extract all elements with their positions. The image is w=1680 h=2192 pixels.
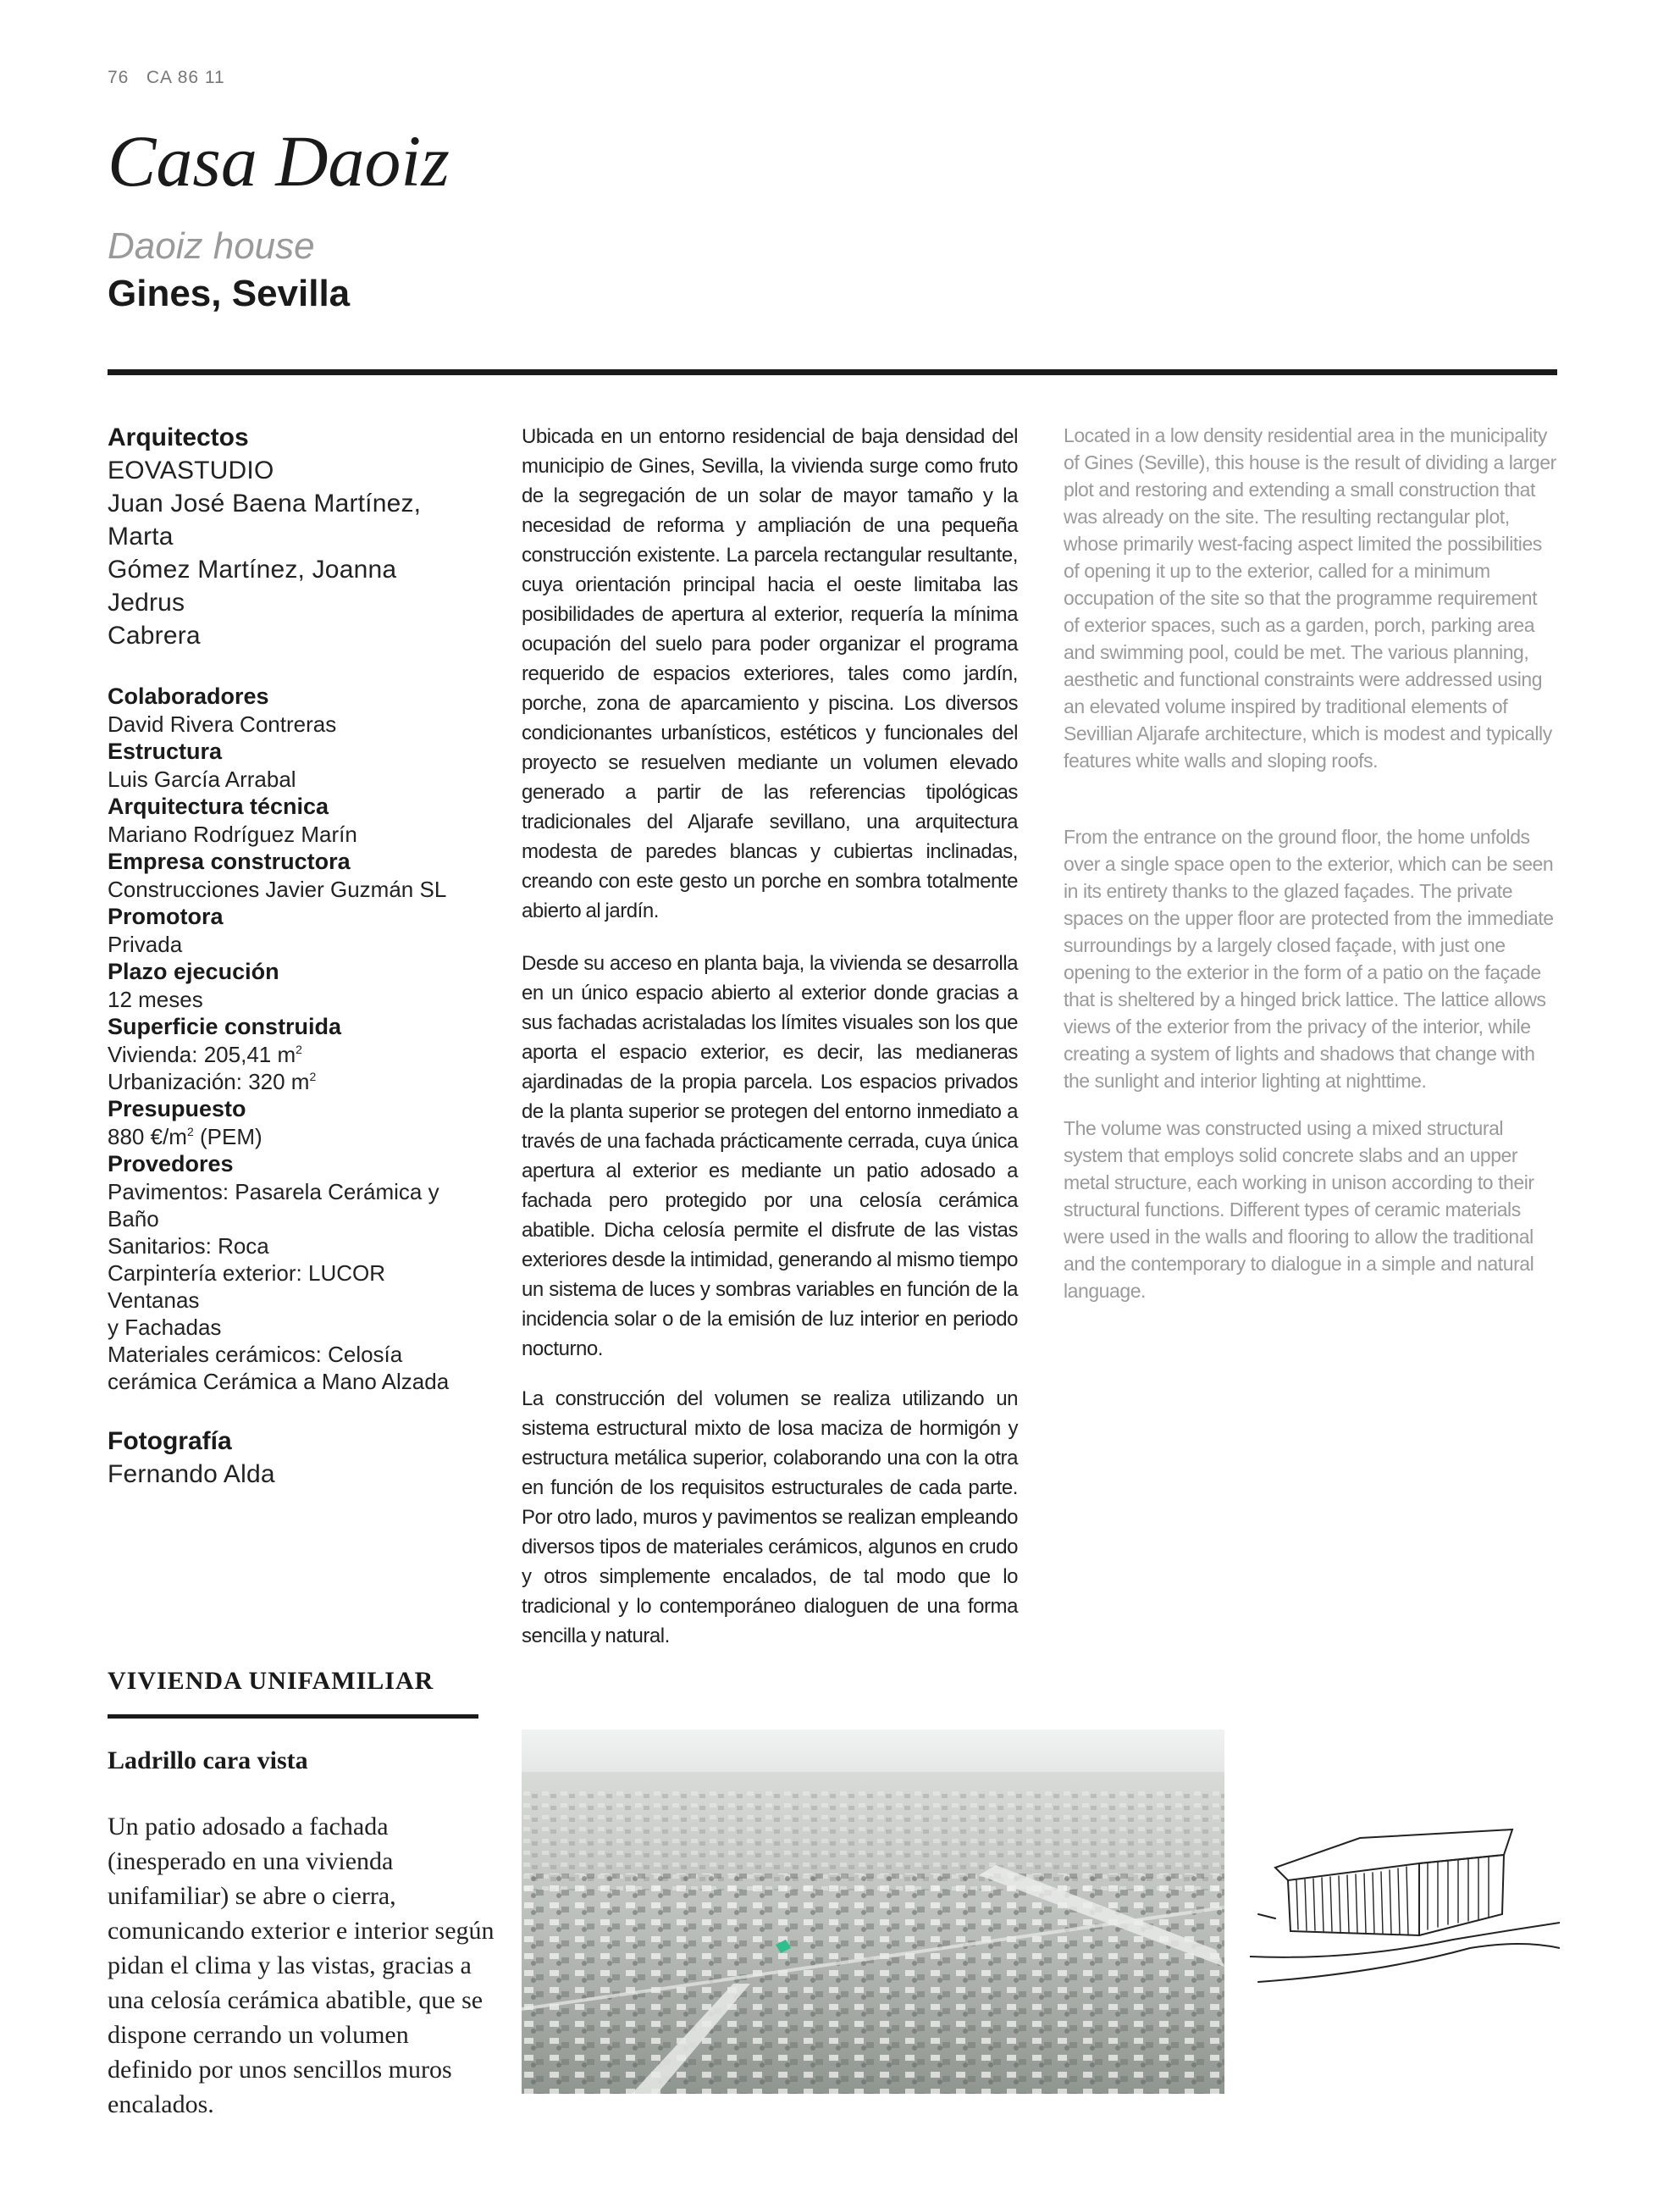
structure-value: Luis García Arrabal — [108, 767, 296, 792]
area-label: Superficie construida — [108, 1014, 342, 1039]
project-location: Gines, Sevilla — [108, 273, 351, 314]
aerial-near-blocks — [522, 1874, 1224, 2094]
issue-code: CA 86 11 — [146, 68, 225, 87]
structure-label: Estructura — [108, 739, 223, 764]
supplier-line: Sanitarios: Roca — [108, 1233, 269, 1259]
supplier-line: Materiales cerámicos: Celosía — [108, 1342, 403, 1367]
photo-value: Fernando Alda — [108, 1460, 275, 1488]
project-credits — [108, 422, 480, 1491]
sketch-ground — [1250, 1914, 1560, 1982]
page-subtitle: Daoiz house — [108, 225, 315, 267]
architects-label: Arquitectos — [108, 423, 249, 451]
photo-label: Fotografía — [108, 1427, 232, 1455]
technical-label: Arquitectura técnica — [108, 794, 329, 819]
builder-label: Empresa constructora — [108, 849, 351, 874]
budget-value: 880 $€/m^2$ (PEM) — [108, 1124, 262, 1149]
text-en-paragraph: From the entrance on the ground floor, the home unfolds over a single space open to the exterior, which can be seen in its entirety thanks to the glazed façades. The private spaces on the upper floor are protected from the immediate surroundings by a largely closed façade, with just one opening to the exterior in the form of a patio on the façade that is sheltered by a hinged brick lattice. The lattice allows views of the exterior from the privacy of the interior, while creating a system of lights and shadows that change with the sunlight and interior lighting at nighttime. — [1064, 826, 1554, 1092]
architects-studio: EOVASTUDIO — [108, 457, 274, 484]
sketch-roof — [1275, 1829, 1512, 1880]
house-sketch — [1250, 1821, 1560, 1990]
section-subheading: Ladrillo cara vista — [108, 1746, 308, 1774]
collaborators-label: Colaboradores — [108, 684, 269, 709]
collaborators-value: David Rivera Contreras — [108, 711, 337, 737]
page-title: Casa Daoiz — [108, 120, 450, 202]
architects-name-line: Gómez Martínez, Joanna Jedrus — [108, 556, 397, 617]
area-house: Vivienda: 205,41 $m^2$ — [108, 1042, 302, 1067]
text-es-paragraph: La construcción del volumen se realiza utilizando un sistema estructural mixto de losa maciza de hormigón y estructura metálica superior, colaborando una con la otra en función de los requisitos estructurales de cada parte. Por otro lado, muros y pavimentos se realizan empleando diversos tipos de materiales cerámicos, algunos en crudo y otros simplemente encalados, de tal modo que lo tradicional y lo contemporáneo dialoguen de una forma sencilla y natural. — [522, 1387, 1018, 1647]
text-en-paragraph: The volume was constructed using a mixed structural system that employs solid concrete slabs and an upper metal structure, each working in unison according to their structural functions. Different types of ceramic materials were used in the walls and flooring to allow the traditional and the contemporary to dialogue in a simple and natural language. — [1064, 1117, 1534, 1302]
text-es-paragraph: Ubicada en un entorno residencial de baja densidad del municipio de Gines, Sevilla, la vivienda surge como fruto de la segregación de un solar de mayor tamaño y la necesidad de reforma y ampliación de una pequeña construcción existente. La parcela rectangular resultante, cuya orientación principal hacia el oeste limitaba las posibilidades de apertura al exterior, requería la mínima ocupación del suelo para poder organizar el programa requerido de espacios exteriores, tales como jardín, porche, zona de aparcamiento y piscina. Los diversos condicionantes urbanísticos, estéticos y funcionales del proyecto se resuelven mediante un volumen elevado generado a partir de las referencias tipológicas tradicionales del Aljarafe sevillano, una arquitectura modesta de paredes blancas y cubiertas inclinadas, creando con este gesto un porche en sombra totalmente abierto al jardín. — [522, 425, 1018, 922]
duration-label: Plazo ejecución — [108, 959, 279, 984]
aerial-photo — [522, 1730, 1224, 2094]
supplier-line: Carpintería exterior: LUCOR Ventanas — [108, 1260, 385, 1313]
architects-name-line: Juan José Baena Martínez, Marta — [108, 490, 422, 551]
section-rule — [108, 1714, 478, 1719]
developer-label: Promotora — [108, 904, 224, 929]
developer-value: Privada — [108, 932, 183, 957]
supplier-line: y Fachadas — [108, 1315, 222, 1340]
text-en-paragraph: Located in a low density residential area in the municipality of Gines (Seville), this house is the result of dividing a larger plot and restoring and extending a small construction that was already on the site. The resulting rectangular plot, whose primarily west-facing aspect limited the possibilities of opening it up to the exterior, called for a minimum occupation of the site so that the programme requirement of exterior spaces, such as a garden, porch, parking area and swimming pool, could be met. The various planning, aesthetic and functional constraints were addressed using an elevated volume inspired by traditional elements of Sevillian Aljarafe architecture, which is modest and typically features white walls and sloping roofs. — [1064, 424, 1556, 772]
area-urban: Urbanización: 320 $m^2$ — [108, 1069, 317, 1094]
sketch-lattice — [1296, 1857, 1489, 1935]
page-number: 76 CA 86 11 — [108, 68, 225, 87]
text-es-paragraph: Desde su acceso en planta baja, la vivienda se desarrolla en un único espacio abierto al exterior donde gracias a sus fachadas acristaladas los límites visuales son los que aporta el espacio exterior, es decir, las medianeras ajardinadas de la propia parcela. Los espacios privados de la planta superior se protegen del entorno inmediato a través de una fachada prácticamente cerrada, cuya única apertura al exterior es mediante un patio adosado a fachada pero protegido por una celosía cerámica abatible. Dicha celosía permite el disfrute de las vistas exteriores desde la intimidad, generando al mismo tiempo un sistema de luces y sombras variables en función de la incidencia solar o de la emisión de luz interior en periodo nocturno. — [522, 952, 1018, 1360]
sketch-side — [1419, 1855, 1504, 1935]
budget-label: Presupuesto — [108, 1096, 246, 1121]
supplier-line: cerámica Cerámica a Mano Alzada — [108, 1369, 450, 1394]
duration-value: 12 meses — [108, 987, 203, 1012]
header-rule — [108, 369, 1557, 375]
builder-value: Construcciones Javier Guzmán SL — [108, 877, 447, 902]
section-heading: VIVIENDA UNIFAMILIAR — [108, 1667, 434, 1695]
section-text: Un patio adosado a fachada (inesperado en una vivienda unifamiliar) se abre o cierra, comunicando exterior e interior según pidan el clima y las vistas, gracias a una celosía cerámica abatible, que se dispone cerrando un volumen definido por unos sencillos muros encalados. — [108, 1813, 495, 2118]
supplier-line: Pavimentos: Pasarela Cerámica y Baño — [108, 1179, 439, 1232]
suppliers-label: Provedores — [108, 1151, 234, 1176]
technical-value: Mariano Rodríguez Marín — [108, 822, 357, 847]
architects-name-line: Cabrera — [108, 622, 201, 650]
